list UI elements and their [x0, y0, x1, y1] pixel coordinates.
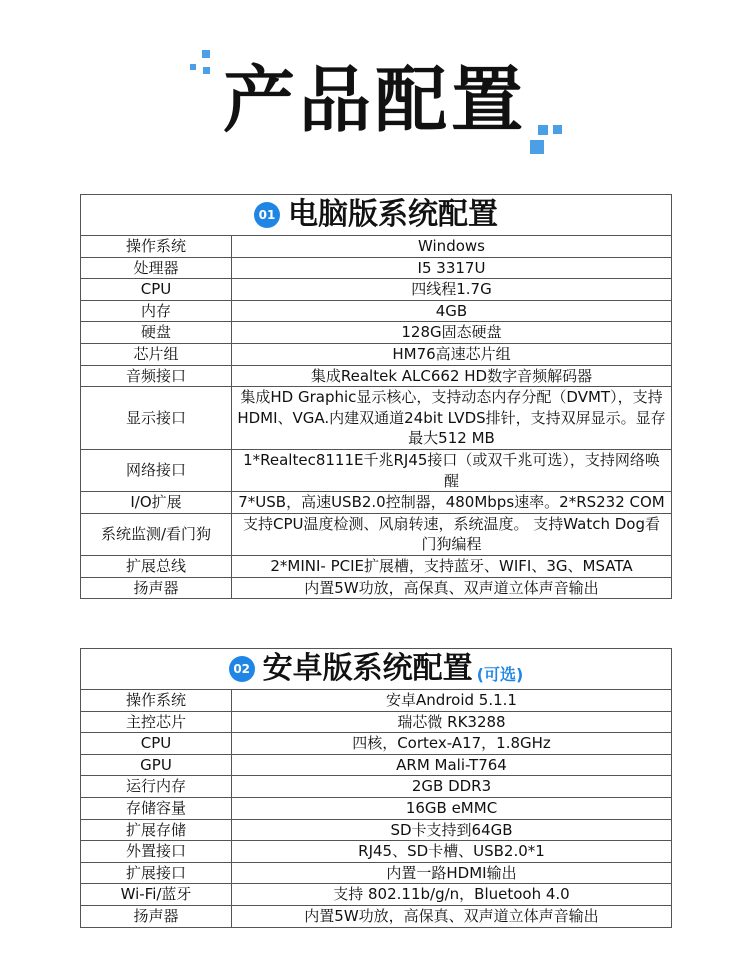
optional-note: (可选) [476, 664, 524, 684]
section-title: 安卓版系统配置 [262, 651, 473, 686]
table-row [81, 733, 671, 755]
spec-label: 操作系统 [81, 690, 232, 711]
spec-label: 扩展存储 [81, 819, 232, 841]
spec-value: 16GB eMMC [232, 797, 672, 819]
spec-value: SD卡支持到64GB [232, 819, 672, 841]
spec-label: 操作系统 [81, 236, 232, 257]
spec-value: 四线程1.7G [232, 279, 672, 301]
spec-label: CPU [81, 733, 232, 755]
table-row [81, 776, 671, 798]
spec-label: Wi-Fi/蓝牙 [81, 884, 232, 906]
spec-value: HM76高速芯片组 [232, 343, 672, 365]
spec-value: 四核，Cortex-A17，1.8GHz [232, 733, 672, 755]
spec-label: 外置接口 [81, 841, 232, 863]
table-row [81, 555, 671, 577]
spec-value: 1*Realtec8111E千兆RJ45接口（或双千兆可选），支持网络唤醒 [232, 449, 672, 491]
section-number-badge: 01 [254, 202, 280, 228]
table-row [81, 690, 671, 711]
spec-label: CPU [81, 279, 232, 301]
page-title: 产品配置 [222, 58, 527, 142]
table-row [81, 322, 671, 344]
table-row [81, 257, 671, 279]
spec-label: 网络接口 [81, 449, 232, 491]
table-row [81, 279, 671, 301]
table-row [81, 797, 671, 819]
spec-value: 内置5W功放，高保真、双声道立体声音输出 [232, 577, 672, 598]
spec-value: 128G固态硬盘 [232, 322, 672, 344]
spec-label: 扬声器 [81, 905, 232, 926]
spec-section-android [80, 648, 672, 928]
spec-label: I/O扩展 [81, 492, 232, 514]
spec-value: 内置5W功放，高保真、双声道立体声音输出 [232, 905, 672, 926]
table-row [81, 343, 671, 365]
table-row [81, 841, 671, 863]
spec-label: 运行内存 [81, 776, 232, 798]
section-number-badge: 02 [229, 656, 255, 682]
table-row [81, 300, 671, 322]
table-row [81, 492, 671, 514]
spec-value: Windows [232, 236, 672, 257]
table-row [81, 387, 671, 450]
table-row [81, 884, 671, 906]
spec-label: 音频接口 [81, 365, 232, 387]
spec-value: 内置一路HDMI输出 [232, 862, 672, 884]
spec-value: 4GB [232, 300, 672, 322]
spec-value: 7*USB，高速USB2.0控制器，480Mbps速率。2*RS232 COM [232, 492, 672, 514]
spec-value: 支持 802.11b/g/n，Bluetooh 4.0 [232, 884, 672, 906]
spec-value: 2GB DDR3 [232, 776, 672, 798]
spec-value: 2*MINI- PCIE扩展槽，支持蓝牙、WIFI、3G、MSATA [232, 555, 672, 577]
spec-table [81, 236, 671, 598]
spec-label: 扩展总线 [81, 555, 232, 577]
spec-value: ARM Mali-T764 [232, 754, 672, 776]
spec-value: RJ45、SD卡槽、USB2.0*1 [232, 841, 672, 863]
table-row [81, 236, 671, 257]
section-header [81, 649, 671, 690]
spec-value: I5 3317U [232, 257, 672, 279]
spec-label: 存储容量 [81, 797, 232, 819]
table-row [81, 862, 671, 884]
spec-label: 系统监测/看门狗 [81, 513, 232, 555]
table-row [81, 449, 671, 491]
spec-label: 扬声器 [81, 577, 232, 598]
table-row [81, 711, 671, 733]
spec-label: 显示接口 [81, 387, 232, 450]
spec-table [81, 690, 671, 927]
spec-value: 集成HD Graphic显示核心，支持动态内存分配（DVMT），支持HDMI、VGA.内建双通道24bit LVDS排针，支持双屏显示。显存最大512 MB [232, 387, 672, 450]
table-row [81, 577, 671, 598]
spec-label: 芯片组 [81, 343, 232, 365]
spec-label: 处理器 [81, 257, 232, 279]
spec-label: GPU [81, 754, 232, 776]
table-row [81, 365, 671, 387]
spec-label: 主控芯片 [81, 711, 232, 733]
table-row [81, 754, 671, 776]
table-row [81, 905, 671, 926]
spec-label: 硬盘 [81, 322, 232, 344]
spec-section-pc [80, 194, 672, 599]
table-row [81, 819, 671, 841]
spec-value: 安卓Android 5.1.1 [232, 690, 672, 711]
spec-value: 瑞芯微 RK3288 [232, 711, 672, 733]
table-row [81, 513, 671, 555]
section-header [81, 195, 671, 236]
spec-value: 集成Realtek ALC662 HD数字音频解码器 [232, 365, 672, 387]
spec-label: 内存 [81, 300, 232, 322]
spec-value: 支持CPU温度检测、风扇转速，系统温度。 支持Watch Dog看门狗编程 [232, 513, 672, 555]
section-title: 电脑版系统配置 [288, 197, 498, 232]
spec-label: 扩展接口 [81, 862, 232, 884]
